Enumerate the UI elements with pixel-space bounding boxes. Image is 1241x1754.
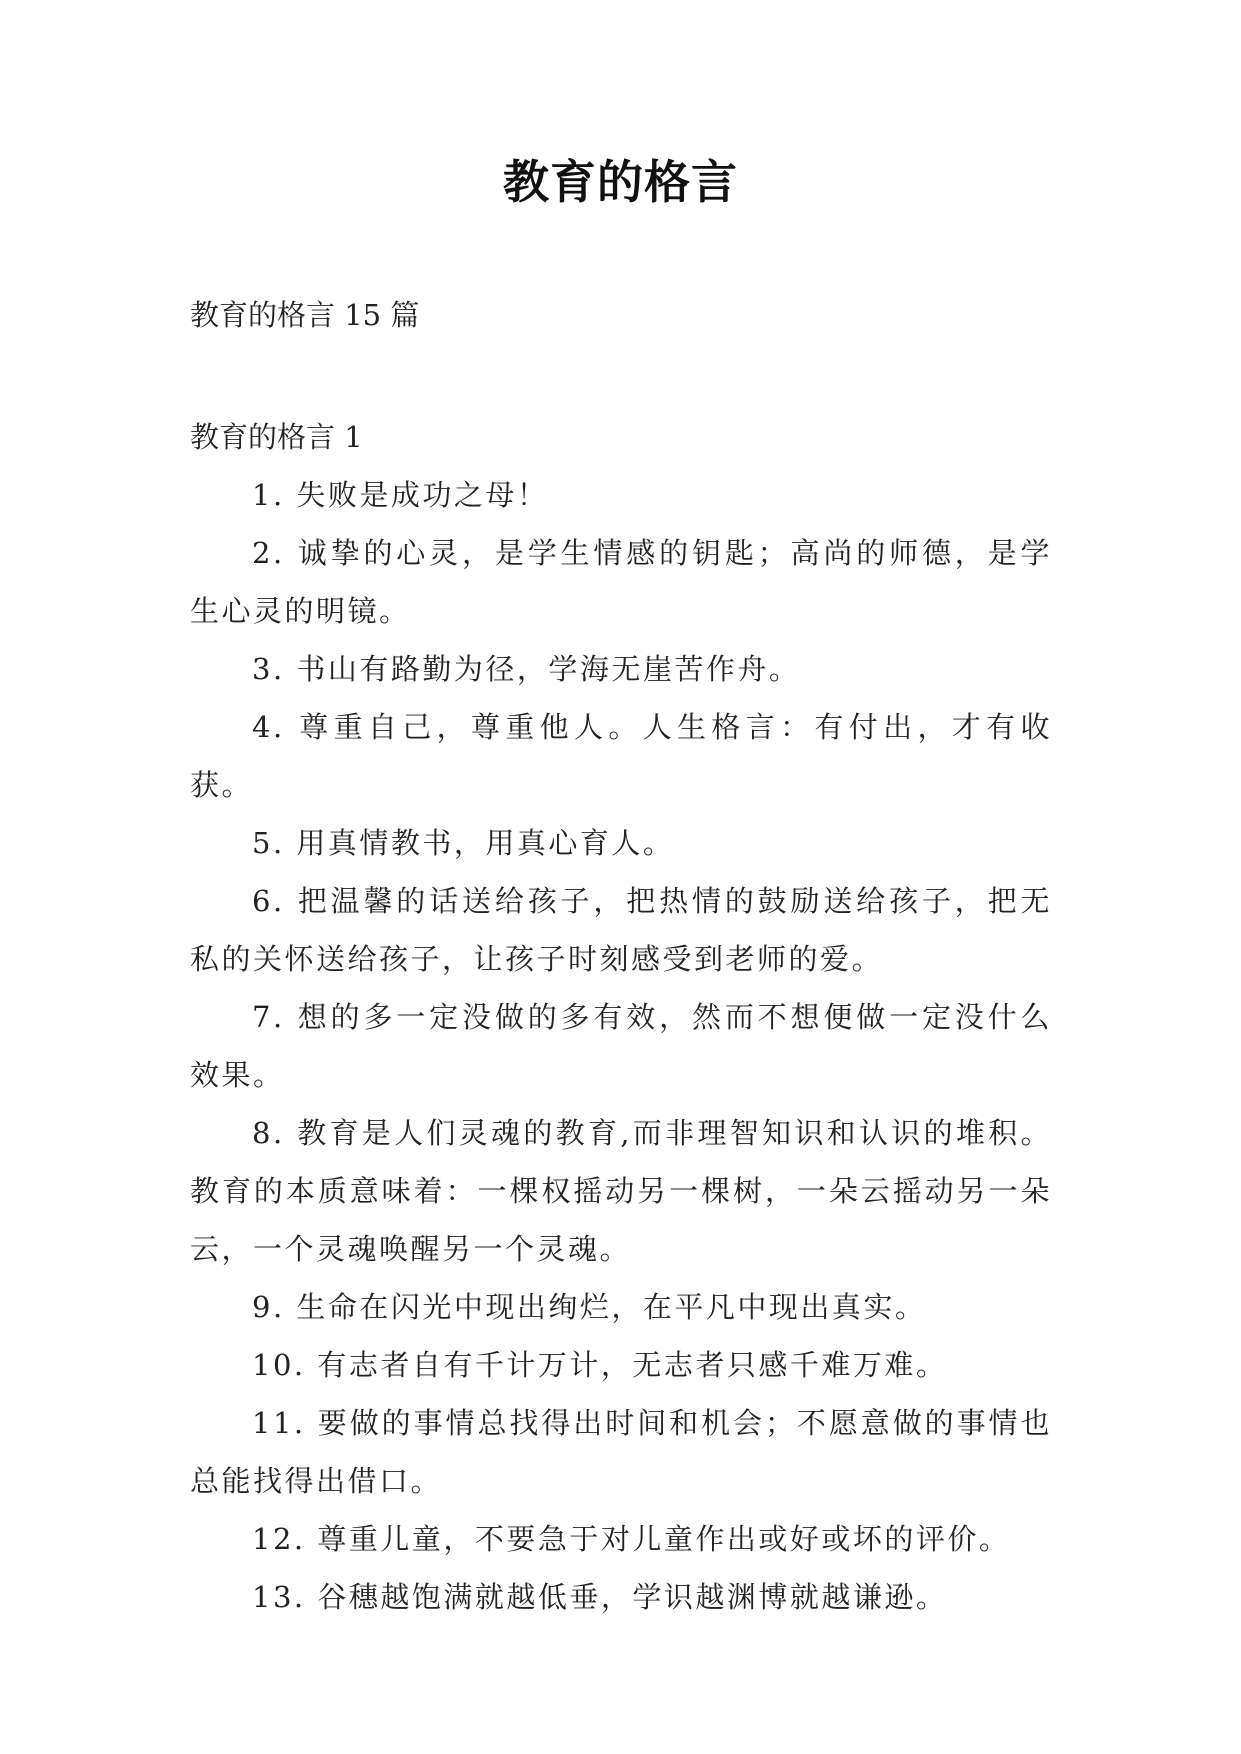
document-body [190,408,1052,1626]
document-subtitle: 教育的格言 15 篇 [190,298,420,332]
quote-item: 11. 要做的事情总找得出时间和机会；不愿意做的事情也总能找得出借口。 [190,1406,1052,1498]
quote-item: 13. 谷穗越饱满就越低垂，学识越渊博就越谦逊。 [252,1580,948,1614]
quote-item: 7. 想的多一定没做的多有效，然而不想便做一定没什么效果。 [190,1000,1052,1092]
quote-item: 4. 尊重自己，尊重他人。人生格言：有付出，才有收获。 [190,710,1052,802]
section-heading: 教育的格言 1 [190,420,363,454]
quote-item: 8. 教育是人们灵魂的教育,而非理智知识和认识的堆积。教育的本质意味着：一棵权摇动另一棵树，一朵云摇动另一朵云，一个灵魂唤醒另一个灵魂。 [190,1116,1052,1266]
quote-item: 9. 生命在闪光中现出绚烂，在平凡中现出真实。 [252,1290,927,1324]
quote-item: 6. 把温馨的话送给孩子，把热情的鼓励送给孩子，把无私的关怀送给孩子，让孩子时刻感受到老师的爱。 [190,884,1052,976]
quote-item: 5. 用真情教书，用真心育人。 [252,826,675,860]
document-title: 教育的格言 [503,155,738,209]
quote-item: 1. 失败是成功之母！ [252,478,549,512]
quote-item: 3. 书山有路勤为径，学海无崖苦作舟。 [252,652,801,686]
quote-item: 2. 诚挚的心灵，是学生情感的钥匙；高尚的师德，是学生心灵的明镜。 [190,536,1052,628]
quote-item: 12. 尊重儿童，不要急于对儿童作出或好或坏的评价。 [252,1522,1011,1556]
quote-item: 10. 有志者自有千计万计，无志者只感千难万难。 [252,1348,948,1382]
